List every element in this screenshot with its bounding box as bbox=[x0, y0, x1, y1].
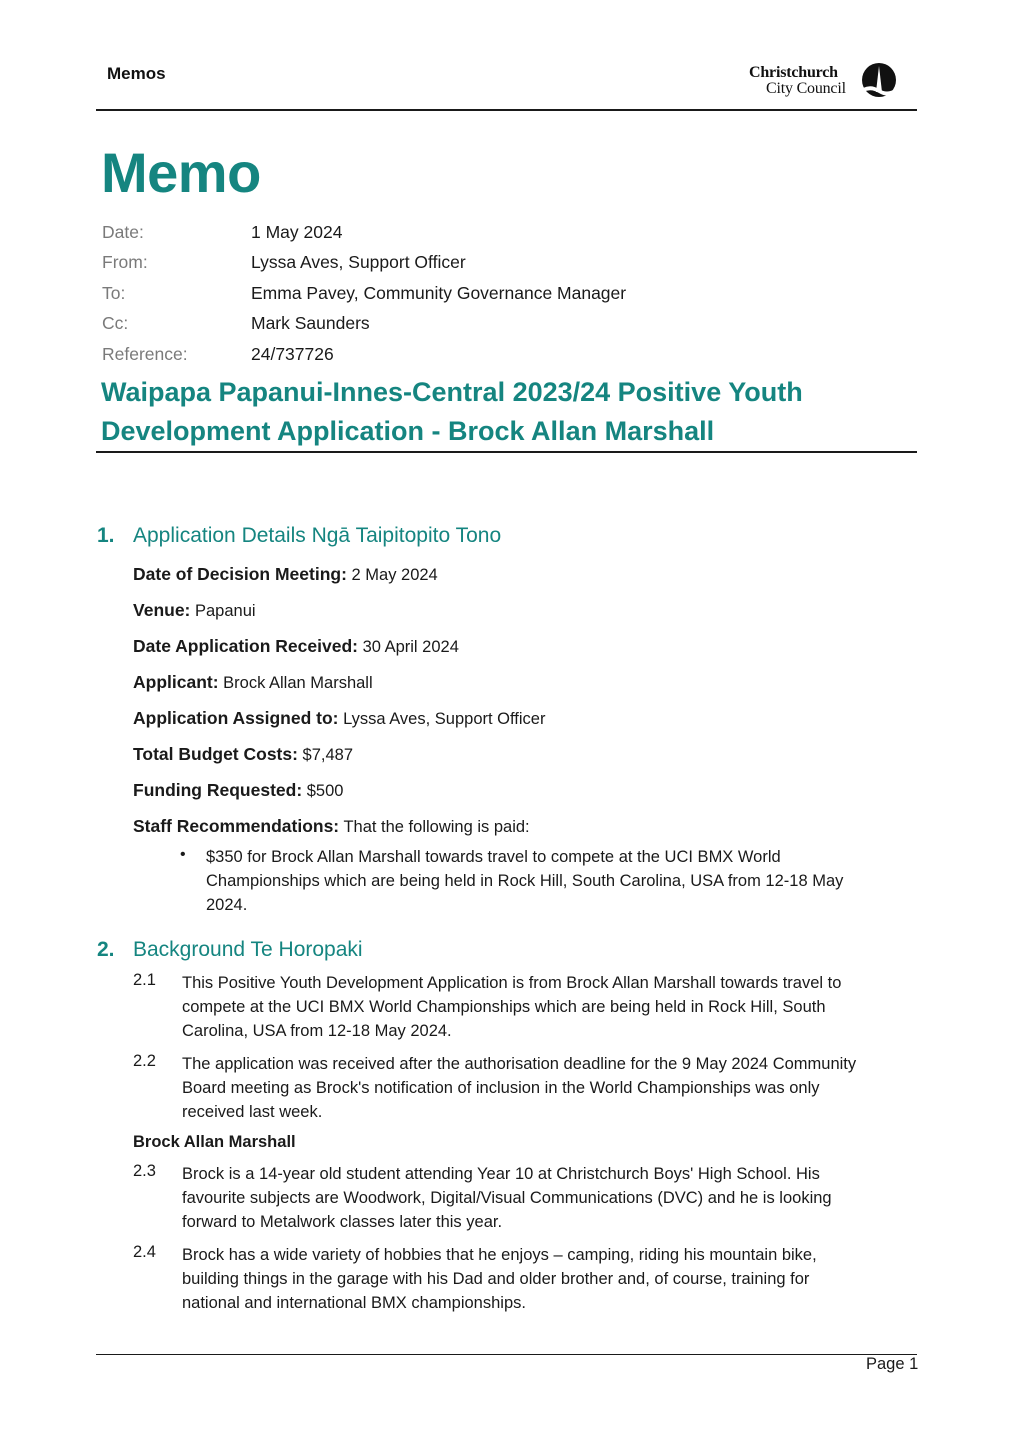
meta-date-label: Date: bbox=[102, 222, 144, 242]
field-value: Brock Allan Marshall bbox=[223, 674, 373, 692]
memo-title: Memo bbox=[101, 141, 261, 204]
field-applicant bbox=[133, 672, 373, 693]
bullet-line: $350 for Brock Allan Marshall towards travel to compete at the UCI BMX World bbox=[206, 848, 781, 866]
field-label: Application Assigned to: bbox=[133, 708, 339, 728]
paragraph-line: Brock is a 14-year old student attending Year 10 at Christchurch Boys' High School. His bbox=[182, 1165, 820, 1183]
field-assigned-to bbox=[133, 708, 545, 729]
paragraph-line: Brock has a wide variety of hobbies that he enjoys – camping, riding his mountain bike, bbox=[182, 1246, 817, 1264]
meta-reference-label: Reference: bbox=[102, 344, 188, 364]
subheading-brock: Brock Allan Marshall bbox=[133, 1133, 296, 1151]
paragraph-line: favourite subjects are Woodwork, Digital/Visual Communications (DVC) and he is looking bbox=[182, 1189, 832, 1207]
paragraph-2-2 bbox=[182, 1052, 907, 1124]
bullet-line: Championships which are being held in Rock Hill, South Carolina, USA from 12-18 May bbox=[206, 872, 844, 890]
meta-cc-label: Cc: bbox=[102, 313, 129, 333]
field-staff-recommendations bbox=[133, 816, 530, 837]
footer-rule bbox=[96, 1354, 917, 1355]
paragraph-line: received last week. bbox=[182, 1103, 323, 1121]
meta-to-label: To: bbox=[102, 283, 126, 303]
logo-line2: City Council bbox=[766, 80, 846, 97]
paragraph-line: compete at the UCI BMX World Championships which are being held in Rock Hill, South bbox=[182, 998, 826, 1016]
recommendation-bullet bbox=[206, 845, 896, 917]
paragraph-line: forward to Metalwork classes later this year. bbox=[182, 1213, 503, 1231]
field-value: $500 bbox=[306, 782, 344, 800]
cathedral-logo-icon bbox=[861, 62, 897, 100]
paragraph-number: 2.2 bbox=[133, 1052, 156, 1070]
field-value: That the following is paid: bbox=[343, 818, 530, 836]
header-section-label: Memos bbox=[107, 64, 166, 83]
section2-number: 2. bbox=[97, 938, 115, 961]
document-title-line1: Waipapa Papanui-Innes-Central 2023/24 Positive Youth bbox=[101, 377, 803, 407]
paragraph-number: 2.4 bbox=[133, 1243, 156, 1261]
field-value: $7,487 bbox=[302, 746, 354, 764]
field-decision-meeting bbox=[133, 564, 438, 585]
field-label: Funding Requested: bbox=[133, 780, 303, 800]
field-value: Papanui bbox=[194, 602, 256, 620]
field-funding-requested bbox=[133, 780, 343, 801]
field-total-budget bbox=[133, 744, 353, 765]
paragraph-2-4 bbox=[182, 1243, 907, 1315]
field-value: 2 May 2024 bbox=[351, 566, 438, 584]
section1-number: 1. bbox=[97, 524, 115, 547]
paragraph-line: building things in the garage with his Dad and older brother and, of course, training for bbox=[182, 1270, 810, 1288]
paragraph-number: 2.3 bbox=[133, 1162, 156, 1180]
council-logo bbox=[745, 62, 905, 102]
title-rule bbox=[96, 451, 917, 453]
field-label: Date Application Received: bbox=[133, 636, 358, 656]
section1-title: Application Details Ngā Taipitopito Tono bbox=[133, 524, 502, 547]
paragraph-line: The application was received after the authorisation deadline for the 9 May 2024 Community bbox=[182, 1055, 857, 1073]
paragraph-line: Carolina, USA from 12-18 May 2024. bbox=[182, 1022, 452, 1040]
field-date-received bbox=[133, 636, 459, 657]
meta-from-value: Lyssa Aves, Support Officer bbox=[251, 252, 466, 272]
paragraph-line: This Positive Youth Development Application is from Brock Allan Marshall towards travel to bbox=[182, 974, 842, 992]
meta-from-label: From: bbox=[102, 252, 148, 272]
field-label: Staff Recommendations: bbox=[133, 816, 340, 836]
paragraph-line: Board meeting as Brock's notification of inclusion in the World Championships was only bbox=[182, 1079, 820, 1097]
field-label: Total Budget Costs: bbox=[133, 744, 298, 764]
meta-cc-value: Mark Saunders bbox=[251, 313, 370, 333]
paragraph-2-1 bbox=[182, 971, 907, 1043]
meta-reference-value: 24/737726 bbox=[251, 344, 334, 364]
field-value: 30 April 2024 bbox=[362, 638, 459, 656]
bullet-icon: • bbox=[180, 846, 186, 863]
logo-line1: Christchurch bbox=[749, 64, 838, 81]
field-label: Applicant: bbox=[133, 672, 219, 692]
paragraph-number: 2.1 bbox=[133, 971, 156, 989]
field-label: Venue: bbox=[133, 600, 191, 620]
meta-date-value: 1 May 2024 bbox=[251, 222, 343, 242]
bullet-line: 2024. bbox=[206, 896, 248, 914]
paragraph-line: national and international BMX championships. bbox=[182, 1294, 526, 1312]
section2-title: Background Te Horopaki bbox=[133, 938, 363, 961]
header-rule bbox=[96, 109, 917, 111]
meta-to-value: Emma Pavey, Community Governance Manager bbox=[251, 283, 627, 303]
field-label: Date of Decision Meeting: bbox=[133, 564, 347, 584]
page-number: Page 1 bbox=[866, 1355, 919, 1373]
field-value: Lyssa Aves, Support Officer bbox=[343, 710, 546, 728]
field-venue bbox=[133, 600, 256, 621]
paragraph-2-3 bbox=[182, 1162, 907, 1234]
document-title bbox=[101, 373, 901, 451]
document-title-line2: Development Application - Brock Allan Marshall bbox=[101, 416, 715, 446]
